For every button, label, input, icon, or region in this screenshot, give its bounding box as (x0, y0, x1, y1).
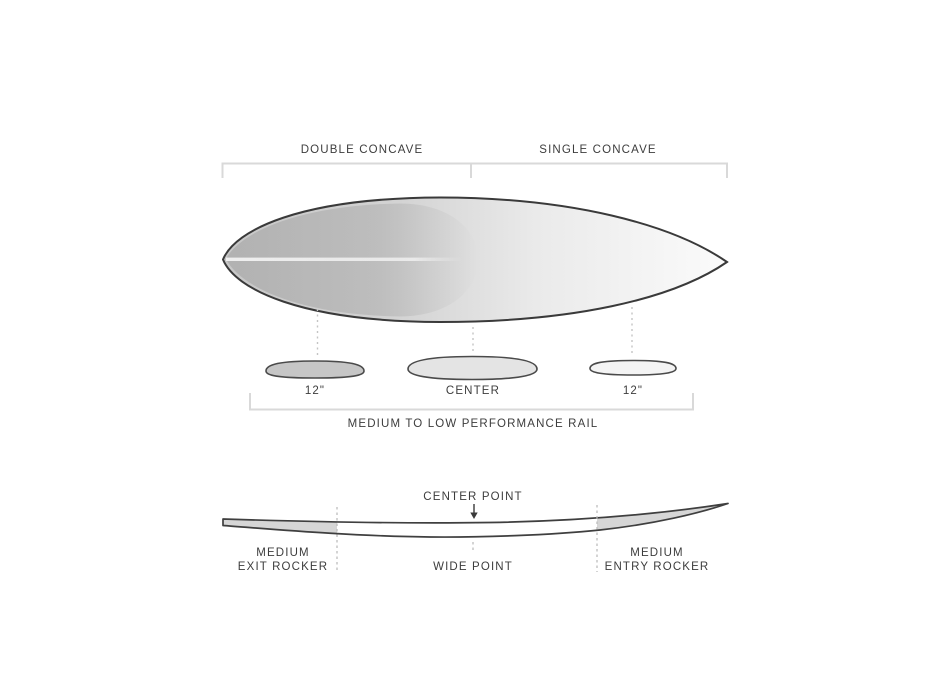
center-section-label: CENTER (445, 385, 501, 397)
rail-type-label: MEDIUM TO LOW PERFORMANCE RAIL (347, 418, 599, 430)
surfboard-plan-view (223, 198, 727, 323)
wide-point-label: WIDE POINT (433, 561, 513, 573)
double-concave-label: DOUBLE CONCAVE (300, 144, 424, 156)
nose-12in-label: 12" (622, 385, 644, 397)
concave-zones-bracket (223, 164, 728, 179)
entry-rocker-line1: MEDIUM (630, 547, 684, 559)
center-point-arrow (470, 504, 477, 519)
cross-section-nose-12in (590, 361, 676, 376)
exit-rocker-line1: MEDIUM (256, 547, 310, 559)
tail-12in-label: 12" (304, 385, 326, 397)
exit-rocker-label (238, 546, 328, 574)
rail-cross-sections (266, 357, 676, 380)
stringer-line (226, 258, 462, 261)
cross-section-center (408, 357, 537, 380)
exit-rocker-line2: EXIT ROCKER (237, 561, 329, 573)
center-point-label: CENTER POINT (423, 491, 523, 503)
cross-section-tail-12in (266, 361, 364, 378)
single-concave-label: SINGLE CONCAVE (539, 144, 657, 156)
entry-rocker-label (605, 546, 710, 574)
entry-rocker-line2: ENTRY ROCKER (604, 561, 710, 573)
